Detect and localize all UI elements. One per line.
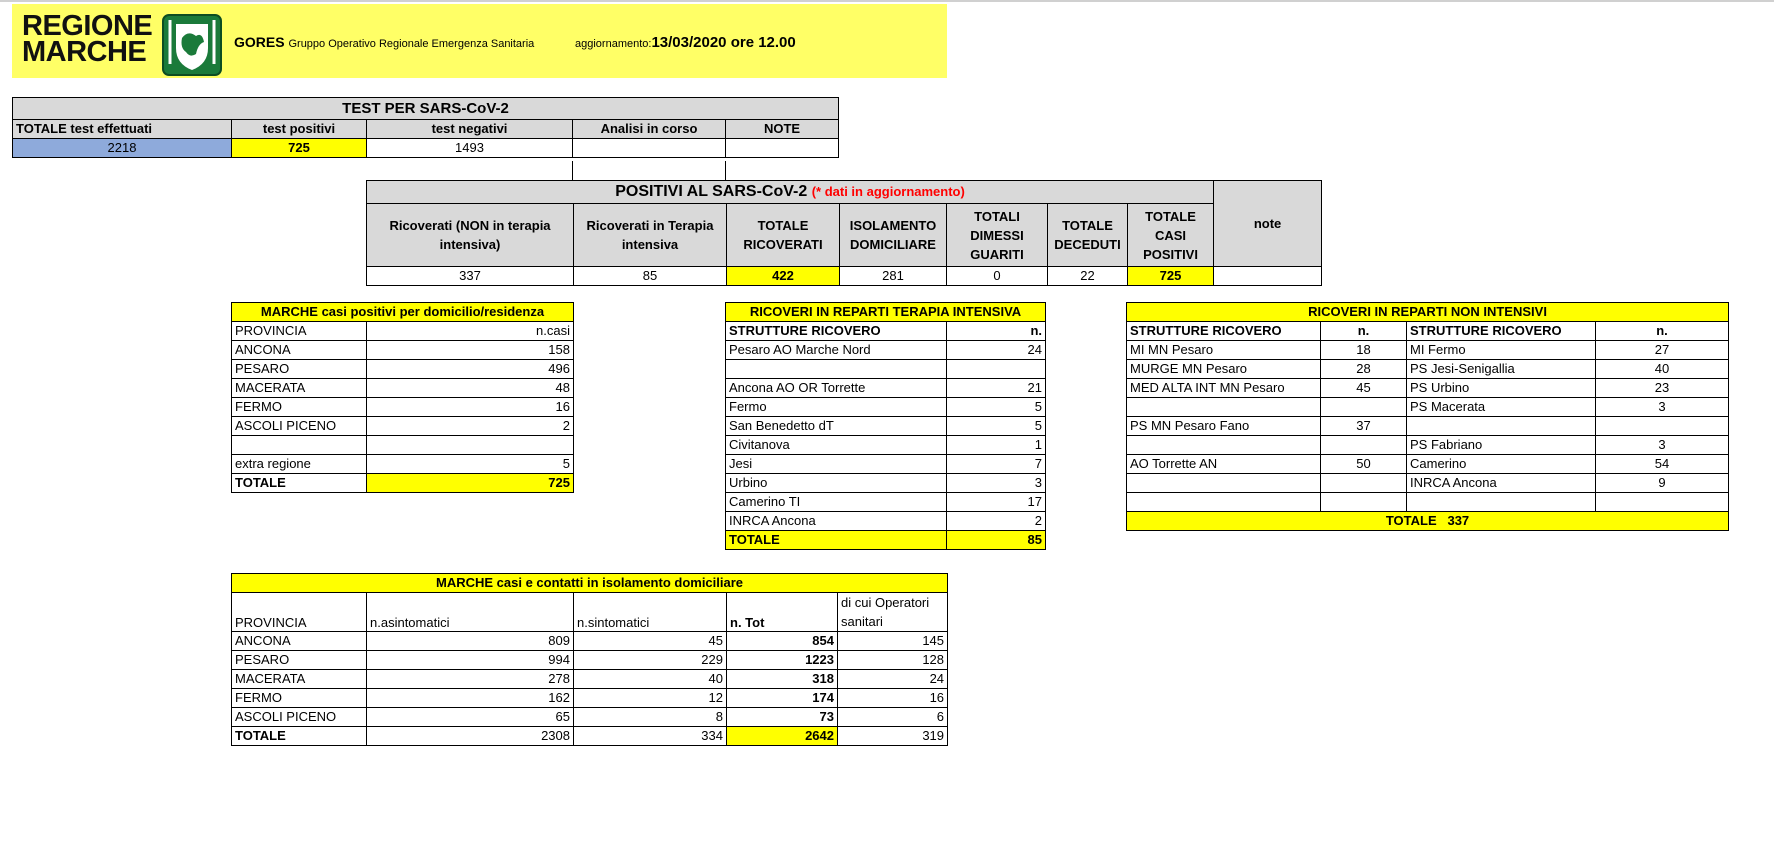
isolamento-title: MARCHE casi e contatti in isolamento domiciliare xyxy=(232,574,948,593)
isolamento-total-tot: 2642 xyxy=(727,727,838,746)
isolamento-total-asintomatici: 2308 xyxy=(367,727,574,746)
positivi-header-isolamento: ISOLAMENTO DOMICILIARE xyxy=(840,204,947,267)
table-row xyxy=(726,455,1046,474)
table-row xyxy=(1127,379,1729,398)
logo-line-1: REGIONE xyxy=(22,10,153,42)
positivi-title-note: (* dati in aggiornamento) xyxy=(811,184,965,199)
isolamento-tot: 854 xyxy=(727,632,838,651)
intensiva-struttura: San Benedetto dT xyxy=(726,417,947,436)
tests-title: TEST PER SARS-CoV-2 xyxy=(13,98,839,120)
isolamento-provincia: FERMO xyxy=(232,689,367,708)
domicilio-provincia: PESARO xyxy=(232,360,367,379)
table-row xyxy=(1127,417,1729,436)
domicilio-provincia: MACERATA xyxy=(232,379,367,398)
positivi-header-totale-ricoverati: TOTALE RICOVERATI xyxy=(727,204,840,267)
update-timestamp xyxy=(575,34,796,51)
intensiva-header-strutture: STRUTTURE RICOVERO xyxy=(726,322,947,341)
intensiva-table xyxy=(725,302,1046,550)
regione-marche-logo-text xyxy=(22,10,153,68)
domicilio-header-provincia: PROVINCIA xyxy=(232,322,367,341)
isolamento-operatori: 6 xyxy=(838,708,948,727)
tests-header-pending: Analisi in corso xyxy=(573,120,726,139)
domicilio-casi: 158 xyxy=(367,341,574,360)
gores-label: GORES xyxy=(234,34,285,50)
isolamento-sintomatici: 40 xyxy=(574,670,727,689)
isolamento-operatori: 24 xyxy=(838,670,948,689)
non-intensivi-struttura: PS Fabriano xyxy=(1407,436,1596,455)
isolamento-header-tot: n. Tot xyxy=(727,593,838,632)
isolamento-sintomatici: 8 xyxy=(574,708,727,727)
non-intensivi-title: RICOVERI IN REPARTI NON INTENSIVI xyxy=(1127,303,1729,322)
isolamento-provincia: ANCONA xyxy=(232,632,367,651)
domicilio-provincia: FERMO xyxy=(232,398,367,417)
non-intensivi-struttura xyxy=(1127,436,1321,455)
table-row xyxy=(232,417,574,436)
tests-header-note: NOTE xyxy=(726,120,839,139)
isolamento-header-sintomatici: n.sintomatici xyxy=(574,593,727,632)
non-intensivi-n: 45 xyxy=(1321,379,1407,398)
non-intensivi-n: 40 xyxy=(1596,360,1729,379)
non-intensivi-struttura: PS MN Pesaro Fano xyxy=(1127,417,1321,436)
table-row xyxy=(1127,398,1729,417)
non-intensivi-n xyxy=(1596,417,1729,436)
intensiva-n: 5 xyxy=(947,398,1046,417)
connector-line xyxy=(572,161,573,181)
table-row xyxy=(232,379,574,398)
table-row xyxy=(726,436,1046,455)
table-row xyxy=(1127,360,1729,379)
intensiva-n: 3 xyxy=(947,474,1046,493)
non-intensivi-n: 3 xyxy=(1596,398,1729,417)
table-row xyxy=(726,493,1046,512)
positivi-header-ricoverati-non-ti: Ricoverati (NON in terapia intensiva) xyxy=(367,204,574,267)
tests-pending-value xyxy=(573,139,726,158)
non-intensivi-n xyxy=(1321,493,1407,512)
tests-header-negative: test negativi xyxy=(367,120,573,139)
non-intensivi-total: TOTALE 337 xyxy=(1127,512,1729,531)
domicilio-provincia: extra regione xyxy=(232,455,367,474)
positivi-totale-positivi-value: 725 xyxy=(1128,267,1214,286)
table-row xyxy=(726,398,1046,417)
isolamento-operatori: 16 xyxy=(838,689,948,708)
non-intensivi-n: 3 xyxy=(1596,436,1729,455)
intensiva-n: 21 xyxy=(947,379,1046,398)
intensiva-struttura: Camerino TI xyxy=(726,493,947,512)
update-value: 13/03/2020 ore 12.00 xyxy=(651,34,796,51)
isolamento-operatori: 128 xyxy=(838,651,948,670)
non-intensivi-struttura xyxy=(1127,474,1321,493)
table-row xyxy=(232,632,948,651)
domicilio-table xyxy=(231,302,574,493)
intensiva-struttura xyxy=(726,360,947,379)
domicilio-provincia: ASCOLI PICENO xyxy=(232,417,367,436)
table-row xyxy=(232,360,574,379)
isolamento-header-provincia: PROVINCIA xyxy=(232,593,367,632)
table-row xyxy=(1127,455,1729,474)
non-intensivi-n: 27 xyxy=(1596,341,1729,360)
non-intensivi-struttura xyxy=(1407,417,1596,436)
non-intensivi-struttura xyxy=(1407,493,1596,512)
positivi-header-dimessi: TOTALI DIMESSI GUARITI xyxy=(947,204,1048,267)
tests-header-total: TOTALE test effettuati xyxy=(13,120,232,139)
positivi-ricoverati-ti-value: 85 xyxy=(574,267,727,286)
isolamento-sintomatici: 12 xyxy=(574,689,727,708)
table-row xyxy=(726,379,1046,398)
table-row xyxy=(726,341,1046,360)
isolamento-asintomatici: 65 xyxy=(367,708,574,727)
report-header xyxy=(12,4,947,78)
isolamento-total-label: TOTALE xyxy=(232,727,367,746)
update-label: aggiornamento: xyxy=(575,38,652,50)
non-intensivi-n: 9 xyxy=(1596,474,1729,493)
tests-positive-value: 725 xyxy=(232,139,367,158)
positivi-table xyxy=(366,180,1322,286)
table-row xyxy=(232,398,574,417)
non-intensivi-table xyxy=(1126,302,1729,531)
non-intensivi-struttura xyxy=(1127,493,1321,512)
non-intensivi-struttura: Camerino xyxy=(1407,455,1596,474)
isolamento-header-asintomatici: n.asintomatici xyxy=(367,593,574,632)
table-row xyxy=(232,670,948,689)
isolamento-header-operatori: di cui Operatori sanitari xyxy=(838,593,948,632)
positivi-deceduti-value: 22 xyxy=(1048,267,1128,286)
intensiva-total-label: TOTALE xyxy=(726,531,947,550)
non-intensivi-struttura xyxy=(1127,398,1321,417)
non-intensivi-struttura: INRCA Ancona xyxy=(1407,474,1596,493)
positivi-isolamento-value: 281 xyxy=(840,267,947,286)
domicilio-casi: 2 xyxy=(367,417,574,436)
tests-table xyxy=(12,97,839,158)
tests-total-value: 2218 xyxy=(13,139,232,158)
non-intensivi-n xyxy=(1321,398,1407,417)
domicilio-header-casi: n.casi xyxy=(367,322,574,341)
isolamento-operatori: 145 xyxy=(838,632,948,651)
domicilio-total-label: TOTALE xyxy=(232,474,367,493)
logo-line-2: MARCHE xyxy=(22,36,147,68)
isolamento-total-operatori: 319 xyxy=(838,727,948,746)
domicilio-provincia: ANCONA xyxy=(232,341,367,360)
non-intensivi-struttura: PS Macerata xyxy=(1407,398,1596,417)
tests-negative-value: 1493 xyxy=(367,139,573,158)
isolamento-asintomatici: 162 xyxy=(367,689,574,708)
table-row xyxy=(232,341,574,360)
non-intensivi-n xyxy=(1321,436,1407,455)
domicilio-casi: 496 xyxy=(367,360,574,379)
isolamento-table xyxy=(231,573,948,746)
positivi-dimessi-value: 0 xyxy=(947,267,1048,286)
intensiva-title: RICOVERI IN REPARTI TERAPIA INTENSIVA xyxy=(726,303,1046,322)
non-intensivi-header-n-1: n. xyxy=(1321,322,1407,341)
non-intensivi-n: 54 xyxy=(1596,455,1729,474)
non-intensivi-struttura: MI MN Pesaro xyxy=(1127,341,1321,360)
isolamento-asintomatici: 809 xyxy=(367,632,574,651)
isolamento-sintomatici: 45 xyxy=(574,632,727,651)
isolamento-asintomatici: 278 xyxy=(367,670,574,689)
regione-marche-emblem-icon xyxy=(162,14,222,76)
non-intensivi-n xyxy=(1321,474,1407,493)
intensiva-struttura: Urbino xyxy=(726,474,947,493)
intensiva-n: 1 xyxy=(947,436,1046,455)
intensiva-header-n: n. xyxy=(947,322,1046,341)
non-intensivi-n xyxy=(1596,493,1729,512)
isolamento-tot: 174 xyxy=(727,689,838,708)
organization-name xyxy=(234,34,534,50)
domicilio-provincia xyxy=(232,436,367,455)
domicilio-casi: 5 xyxy=(367,455,574,474)
table-row xyxy=(726,417,1046,436)
intensiva-struttura: Fermo xyxy=(726,398,947,417)
domicilio-casi xyxy=(367,436,574,455)
intensiva-n: 5 xyxy=(947,417,1046,436)
intensiva-n: 17 xyxy=(947,493,1046,512)
non-intensivi-n: 23 xyxy=(1596,379,1729,398)
domicilio-casi: 16 xyxy=(367,398,574,417)
isolamento-provincia: ASCOLI PICENO xyxy=(232,708,367,727)
isolamento-tot: 1223 xyxy=(727,651,838,670)
table-row xyxy=(232,689,948,708)
intensiva-struttura: INRCA Ancona xyxy=(726,512,947,531)
isolamento-provincia: MACERATA xyxy=(232,670,367,689)
non-intensivi-struttura: MURGE MN Pesaro xyxy=(1127,360,1321,379)
isolamento-total-sintomatici: 334 xyxy=(574,727,727,746)
table-row xyxy=(1127,436,1729,455)
intensiva-n: 24 xyxy=(947,341,1046,360)
positivi-ricoverati-non-ti-value: 337 xyxy=(367,267,574,286)
positivi-title xyxy=(367,181,1214,204)
intensiva-struttura: Civitanova xyxy=(726,436,947,455)
non-intensivi-header-n-2: n. xyxy=(1596,322,1729,341)
isolamento-provincia: PESARO xyxy=(232,651,367,670)
tests-note-value xyxy=(726,139,839,158)
non-intensivi-header-strutture-1: STRUTTURE RICOVERO xyxy=(1127,322,1321,341)
table-row xyxy=(232,708,948,727)
positivi-header-note: note xyxy=(1214,181,1322,267)
non-intensivi-header-strutture-2: STRUTTURE RICOVERO xyxy=(1407,322,1596,341)
table-row xyxy=(1127,341,1729,360)
intensiva-struttura: Jesi xyxy=(726,455,947,474)
intensiva-struttura: Pesaro AO Marche Nord xyxy=(726,341,947,360)
table-row xyxy=(1127,493,1729,512)
table-row xyxy=(726,512,1046,531)
non-intensivi-struttura: PS Jesi-Senigallia xyxy=(1407,360,1596,379)
intensiva-n xyxy=(947,360,1046,379)
table-row xyxy=(232,651,948,670)
isolamento-tot: 73 xyxy=(727,708,838,727)
table-row xyxy=(726,474,1046,493)
positivi-title-text: POSITIVI AL SARS-CoV-2 xyxy=(615,183,808,200)
table-row xyxy=(232,436,574,455)
positivi-header-totale-positivi: TOTALE CASI POSITIVI xyxy=(1128,204,1214,267)
positivi-note-value xyxy=(1214,267,1322,286)
non-intensivi-struttura: PS Urbino xyxy=(1407,379,1596,398)
isolamento-asintomatici: 994 xyxy=(367,651,574,670)
intensiva-struttura: Ancona AO OR Torrette xyxy=(726,379,947,398)
positivi-totale-ricoverati-value: 422 xyxy=(727,267,840,286)
domicilio-title: MARCHE casi positivi per domicilio/residenza xyxy=(232,303,574,322)
table-row xyxy=(232,455,574,474)
non-intensivi-struttura: AO Torrette AN xyxy=(1127,455,1321,474)
non-intensivi-struttura: MI Fermo xyxy=(1407,341,1596,360)
non-intensivi-n: 37 xyxy=(1321,417,1407,436)
non-intensivi-struttura: MED ALTA INT MN Pesaro xyxy=(1127,379,1321,398)
tests-header-positive: test positivi xyxy=(232,120,367,139)
table-row xyxy=(726,360,1046,379)
positivi-header-deceduti: TOTALE DECEDUTI xyxy=(1048,204,1128,267)
positivi-header-ricoverati-ti: Ricoverati in Terapia intensiva xyxy=(574,204,727,267)
intensiva-total-value: 85 xyxy=(947,531,1046,550)
non-intensivi-n: 18 xyxy=(1321,341,1407,360)
isolamento-sintomatici: 229 xyxy=(574,651,727,670)
domicilio-total-value: 725 xyxy=(367,474,574,493)
non-intensivi-n: 28 xyxy=(1321,360,1407,379)
intensiva-n: 2 xyxy=(947,512,1046,531)
gores-full-name: Gruppo Operativo Regionale Emergenza Sanitaria xyxy=(288,38,535,50)
table-row xyxy=(1127,474,1729,493)
connector-line xyxy=(725,161,726,181)
domicilio-casi: 48 xyxy=(367,379,574,398)
top-border xyxy=(0,0,1774,2)
non-intensivi-n: 50 xyxy=(1321,455,1407,474)
isolamento-tot: 318 xyxy=(727,670,838,689)
intensiva-n: 7 xyxy=(947,455,1046,474)
